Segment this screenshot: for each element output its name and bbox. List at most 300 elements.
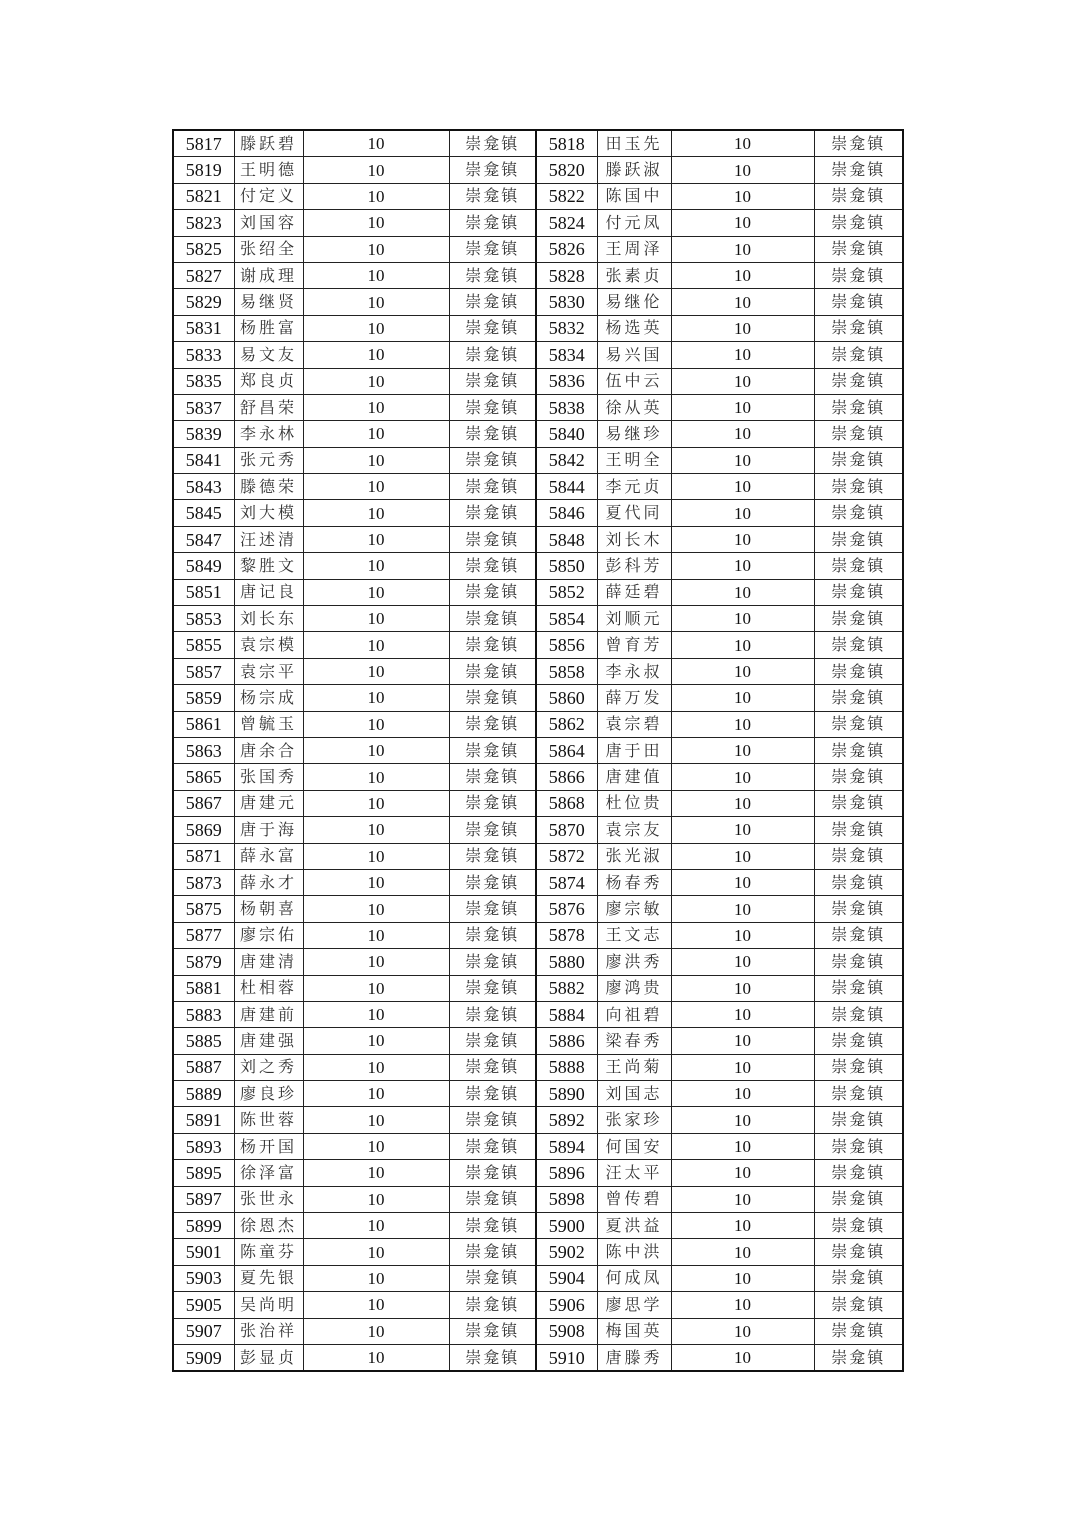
person-name-left: 易继贤 <box>234 289 303 315</box>
person-name-left: 易文友 <box>234 342 303 368</box>
town-name-left: 崇龛镇 <box>449 922 536 948</box>
record-number-left: 5831 <box>173 315 234 341</box>
amount-left: 10 <box>303 183 449 209</box>
table-row <box>173 447 903 473</box>
person-name-right: 何国安 <box>597 1133 671 1159</box>
town-name-right: 崇龛镇 <box>814 1054 903 1080</box>
town-name-left: 崇龛镇 <box>449 315 536 341</box>
town-name-left: 崇龛镇 <box>449 262 536 288</box>
person-name-left: 刘之秀 <box>234 1054 303 1080</box>
record-number-right: 5842 <box>536 447 597 473</box>
amount-left: 10 <box>303 1001 449 1027</box>
record-number-left: 5821 <box>173 183 234 209</box>
person-name-right: 刘长木 <box>597 526 671 552</box>
amount-left: 10 <box>303 210 449 236</box>
amount-left: 10 <box>303 658 449 684</box>
record-number-left: 5817 <box>173 130 234 157</box>
table-row <box>173 1213 903 1239</box>
person-name-left: 唐于海 <box>234 817 303 843</box>
record-number-left: 5845 <box>173 500 234 526</box>
record-number-right: 5872 <box>536 843 597 869</box>
table-row <box>173 896 903 922</box>
person-name-right: 李元贞 <box>597 474 671 500</box>
amount-left: 10 <box>303 711 449 737</box>
town-name-right: 崇龛镇 <box>814 474 903 500</box>
table-row <box>173 1054 903 1080</box>
town-name-left: 崇龛镇 <box>449 869 536 895</box>
amount-right: 10 <box>671 1344 814 1371</box>
record-number-left: 5903 <box>173 1265 234 1291</box>
town-name-left: 崇龛镇 <box>449 711 536 737</box>
amount-right: 10 <box>671 843 814 869</box>
town-name-left: 崇龛镇 <box>449 1265 536 1291</box>
amount-right: 10 <box>671 658 814 684</box>
person-name-left: 吴尚明 <box>234 1292 303 1318</box>
town-name-left: 崇龛镇 <box>449 421 536 447</box>
table-row <box>173 157 903 183</box>
table-row <box>173 1001 903 1027</box>
amount-left: 10 <box>303 764 449 790</box>
record-number-left: 5859 <box>173 685 234 711</box>
table-row <box>173 1107 903 1133</box>
town-name-right: 崇龛镇 <box>814 869 903 895</box>
record-number-left: 5841 <box>173 447 234 473</box>
town-name-left: 崇龛镇 <box>449 764 536 790</box>
record-number-left: 5839 <box>173 421 234 447</box>
town-name-right: 崇龛镇 <box>814 1028 903 1054</box>
record-number-right: 5848 <box>536 526 597 552</box>
town-name-right: 崇龛镇 <box>814 1107 903 1133</box>
town-name-left: 崇龛镇 <box>449 975 536 1001</box>
table-row <box>173 262 903 288</box>
record-number-left: 5883 <box>173 1001 234 1027</box>
town-name-left: 崇龛镇 <box>449 606 536 632</box>
amount-left: 10 <box>303 342 449 368</box>
town-name-right: 崇龛镇 <box>814 896 903 922</box>
record-number-left: 5879 <box>173 949 234 975</box>
town-name-right: 崇龛镇 <box>814 447 903 473</box>
amount-right: 10 <box>671 764 814 790</box>
town-name-right: 崇龛镇 <box>814 500 903 526</box>
town-name-right: 崇龛镇 <box>814 1001 903 1027</box>
amount-left: 10 <box>303 1107 449 1133</box>
amount-left: 10 <box>303 236 449 262</box>
table-row <box>173 183 903 209</box>
town-name-left: 崇龛镇 <box>449 737 536 763</box>
amount-left: 10 <box>303 1213 449 1239</box>
town-name-left: 崇龛镇 <box>449 949 536 975</box>
town-name-left: 崇龛镇 <box>449 553 536 579</box>
town-name-right: 崇龛镇 <box>814 711 903 737</box>
town-name-left: 崇龛镇 <box>449 500 536 526</box>
town-name-right: 崇龛镇 <box>814 843 903 869</box>
record-number-right: 5834 <box>536 342 597 368</box>
town-name-left: 崇龛镇 <box>449 526 536 552</box>
table-row <box>173 368 903 394</box>
person-name-right: 张素贞 <box>597 262 671 288</box>
record-number-left: 5819 <box>173 157 234 183</box>
record-number-right: 5840 <box>536 421 597 447</box>
amount-right: 10 <box>671 183 814 209</box>
record-number-right: 5826 <box>536 236 597 262</box>
table-row <box>173 949 903 975</box>
record-number-left: 5899 <box>173 1213 234 1239</box>
record-number-right: 5906 <box>536 1292 597 1318</box>
person-name-left: 曾毓玉 <box>234 711 303 737</box>
town-name-left: 崇龛镇 <box>449 1344 536 1371</box>
amount-right: 10 <box>671 342 814 368</box>
town-name-right: 崇龛镇 <box>814 315 903 341</box>
table-row <box>173 210 903 236</box>
record-number-right: 5874 <box>536 869 597 895</box>
record-number-right: 5820 <box>536 157 597 183</box>
town-name-left: 崇龛镇 <box>449 447 536 473</box>
town-name-right: 崇龛镇 <box>814 764 903 790</box>
amount-right: 10 <box>671 1318 814 1344</box>
record-number-left: 5901 <box>173 1239 234 1265</box>
amount-right: 10 <box>671 737 814 763</box>
person-name-right: 伍中云 <box>597 368 671 394</box>
person-name-right: 唐建值 <box>597 764 671 790</box>
town-name-right: 崇龛镇 <box>814 790 903 816</box>
record-number-left: 5865 <box>173 764 234 790</box>
town-name-left: 崇龛镇 <box>449 183 536 209</box>
person-name-left: 唐记良 <box>234 579 303 605</box>
record-number-right: 5830 <box>536 289 597 315</box>
town-name-right: 崇龛镇 <box>814 262 903 288</box>
person-name-right: 陈中洪 <box>597 1239 671 1265</box>
table-row <box>173 130 903 157</box>
amount-right: 10 <box>671 368 814 394</box>
town-name-left: 崇龛镇 <box>449 1107 536 1133</box>
record-number-right: 5908 <box>536 1318 597 1344</box>
amount-left: 10 <box>303 632 449 658</box>
person-name-left: 廖良珍 <box>234 1081 303 1107</box>
town-name-left: 崇龛镇 <box>449 632 536 658</box>
record-number-left: 5835 <box>173 368 234 394</box>
town-name-right: 崇龛镇 <box>814 1292 903 1318</box>
person-name-left: 彭显贞 <box>234 1344 303 1371</box>
town-name-right: 崇龛镇 <box>814 553 903 579</box>
record-number-right: 5880 <box>536 949 597 975</box>
person-name-right: 廖宗敏 <box>597 896 671 922</box>
town-name-right: 崇龛镇 <box>814 526 903 552</box>
amount-right: 10 <box>671 1107 814 1133</box>
amount-right: 10 <box>671 1239 814 1265</box>
town-name-left: 崇龛镇 <box>449 1186 536 1212</box>
amount-right: 10 <box>671 685 814 711</box>
town-name-right: 崇龛镇 <box>814 658 903 684</box>
person-name-right: 田玉先 <box>597 130 671 157</box>
town-name-left: 崇龛镇 <box>449 130 536 157</box>
person-name-right: 张光淑 <box>597 843 671 869</box>
amount-right: 10 <box>671 817 814 843</box>
person-name-right: 梁春秀 <box>597 1028 671 1054</box>
record-number-right: 5878 <box>536 922 597 948</box>
person-name-left: 李永林 <box>234 421 303 447</box>
person-name-left: 袁宗模 <box>234 632 303 658</box>
town-name-right: 崇龛镇 <box>814 421 903 447</box>
record-number-left: 5855 <box>173 632 234 658</box>
town-name-right: 崇龛镇 <box>814 1239 903 1265</box>
amount-left: 10 <box>303 685 449 711</box>
record-number-right: 5858 <box>536 658 597 684</box>
amount-left: 10 <box>303 315 449 341</box>
record-number-right: 5864 <box>536 737 597 763</box>
record-number-right: 5832 <box>536 315 597 341</box>
person-name-right: 唐于田 <box>597 737 671 763</box>
town-name-right: 崇龛镇 <box>814 1344 903 1371</box>
person-name-left: 张治祥 <box>234 1318 303 1344</box>
person-name-left: 徐泽富 <box>234 1160 303 1186</box>
table-row <box>173 1344 903 1371</box>
record-number-left: 5869 <box>173 817 234 843</box>
town-name-right: 崇龛镇 <box>814 1186 903 1212</box>
person-name-right: 向祖碧 <box>597 1001 671 1027</box>
record-number-left: 5881 <box>173 975 234 1001</box>
amount-left: 10 <box>303 1186 449 1212</box>
amount-right: 10 <box>671 1081 814 1107</box>
amount-left: 10 <box>303 368 449 394</box>
record-number-left: 5885 <box>173 1028 234 1054</box>
person-name-left: 夏先银 <box>234 1265 303 1291</box>
amount-left: 10 <box>303 1239 449 1265</box>
table-row <box>173 606 903 632</box>
record-number-left: 5887 <box>173 1054 234 1080</box>
town-name-right: 崇龛镇 <box>814 368 903 394</box>
person-name-left: 唐建强 <box>234 1028 303 1054</box>
person-name-left: 唐建前 <box>234 1001 303 1027</box>
table-row <box>173 737 903 763</box>
record-number-right: 5866 <box>536 764 597 790</box>
record-number-left: 5895 <box>173 1160 234 1186</box>
person-name-left: 杨宗成 <box>234 685 303 711</box>
town-name-left: 崇龛镇 <box>449 817 536 843</box>
record-number-right: 5844 <box>536 474 597 500</box>
table-row <box>173 764 903 790</box>
table-row <box>173 236 903 262</box>
record-number-left: 5849 <box>173 553 234 579</box>
record-number-right: 5900 <box>536 1213 597 1239</box>
table-row <box>173 526 903 552</box>
town-name-right: 崇龛镇 <box>814 685 903 711</box>
town-name-right: 崇龛镇 <box>814 922 903 948</box>
amount-right: 10 <box>671 526 814 552</box>
town-name-left: 崇龛镇 <box>449 1081 536 1107</box>
person-name-left: 舒昌荣 <box>234 394 303 420</box>
amount-left: 10 <box>303 606 449 632</box>
record-number-left: 5825 <box>173 236 234 262</box>
amount-right: 10 <box>671 1001 814 1027</box>
amount-right: 10 <box>671 1265 814 1291</box>
amount-left: 10 <box>303 896 449 922</box>
person-name-left: 杨胜富 <box>234 315 303 341</box>
person-name-right: 唐滕秀 <box>597 1344 671 1371</box>
person-name-right: 彭科芳 <box>597 553 671 579</box>
record-number-left: 5827 <box>173 262 234 288</box>
amount-left: 10 <box>303 579 449 605</box>
person-name-right: 李永叔 <box>597 658 671 684</box>
table-row <box>173 843 903 869</box>
record-number-right: 5892 <box>536 1107 597 1133</box>
town-name-right: 崇龛镇 <box>814 183 903 209</box>
table-row <box>173 1265 903 1291</box>
table-row <box>173 315 903 341</box>
town-name-left: 崇龛镇 <box>449 579 536 605</box>
table-row <box>173 289 903 315</box>
town-name-left: 崇龛镇 <box>449 843 536 869</box>
amount-right: 10 <box>671 949 814 975</box>
person-name-left: 汪述清 <box>234 526 303 552</box>
record-number-right: 5902 <box>536 1239 597 1265</box>
record-number-left: 5853 <box>173 606 234 632</box>
person-name-left: 刘国容 <box>234 210 303 236</box>
town-name-right: 崇龛镇 <box>814 579 903 605</box>
town-name-right: 崇龛镇 <box>814 632 903 658</box>
record-number-right: 5822 <box>536 183 597 209</box>
record-number-left: 5829 <box>173 289 234 315</box>
person-name-right: 刘顺元 <box>597 606 671 632</box>
amount-left: 10 <box>303 737 449 763</box>
table-row <box>173 975 903 1001</box>
record-number-right: 5870 <box>536 817 597 843</box>
person-name-left: 黎胜文 <box>234 553 303 579</box>
person-name-left: 唐建元 <box>234 790 303 816</box>
person-name-left: 唐建清 <box>234 949 303 975</box>
person-name-left: 袁宗平 <box>234 658 303 684</box>
amount-right: 10 <box>671 474 814 500</box>
person-name-right: 梅国英 <box>597 1318 671 1344</box>
town-name-right: 崇龛镇 <box>814 1213 903 1239</box>
person-name-right: 袁宗碧 <box>597 711 671 737</box>
town-name-right: 崇龛镇 <box>814 1160 903 1186</box>
amount-right: 10 <box>671 210 814 236</box>
town-name-left: 崇龛镇 <box>449 896 536 922</box>
person-name-right: 薛廷碧 <box>597 579 671 605</box>
town-name-right: 崇龛镇 <box>814 289 903 315</box>
table-row <box>173 394 903 420</box>
amount-left: 10 <box>303 262 449 288</box>
town-name-right: 崇龛镇 <box>814 157 903 183</box>
person-name-right: 陈国中 <box>597 183 671 209</box>
person-name-right: 王周泽 <box>597 236 671 262</box>
person-name-right: 易继珍 <box>597 421 671 447</box>
town-name-right: 崇龛镇 <box>814 236 903 262</box>
amount-left: 10 <box>303 447 449 473</box>
record-number-right: 5884 <box>536 1001 597 1027</box>
amount-left: 10 <box>303 1344 449 1371</box>
person-name-right: 王文志 <box>597 922 671 948</box>
amount-right: 10 <box>671 632 814 658</box>
record-number-right: 5896 <box>536 1160 597 1186</box>
amount-left: 10 <box>303 790 449 816</box>
amount-left: 10 <box>303 157 449 183</box>
amount-right: 10 <box>671 236 814 262</box>
record-number-right: 5890 <box>536 1081 597 1107</box>
amount-left: 10 <box>303 526 449 552</box>
town-name-left: 崇龛镇 <box>449 289 536 315</box>
amount-left: 10 <box>303 949 449 975</box>
record-number-right: 5856 <box>536 632 597 658</box>
record-number-right: 5850 <box>536 553 597 579</box>
person-name-left: 张国秀 <box>234 764 303 790</box>
person-name-right: 王尚菊 <box>597 1054 671 1080</box>
person-name-left: 杨朝喜 <box>234 896 303 922</box>
amount-right: 10 <box>671 711 814 737</box>
amount-right: 10 <box>671 1186 814 1212</box>
record-number-right: 5898 <box>536 1186 597 1212</box>
person-name-right: 汪太平 <box>597 1160 671 1186</box>
table-row <box>173 500 903 526</box>
amount-right: 10 <box>671 130 814 157</box>
amount-left: 10 <box>303 1265 449 1291</box>
person-name-left: 廖宗佑 <box>234 922 303 948</box>
amount-right: 10 <box>671 157 814 183</box>
amount-left: 10 <box>303 975 449 1001</box>
amount-right: 10 <box>671 922 814 948</box>
person-name-left: 滕跃碧 <box>234 130 303 157</box>
record-number-left: 5867 <box>173 790 234 816</box>
table-row <box>173 685 903 711</box>
record-number-left: 5891 <box>173 1107 234 1133</box>
person-name-right: 廖鸿贵 <box>597 975 671 1001</box>
amount-left: 10 <box>303 1292 449 1318</box>
person-name-right: 张家珍 <box>597 1107 671 1133</box>
record-number-left: 5861 <box>173 711 234 737</box>
table-row <box>173 1239 903 1265</box>
record-number-right: 5886 <box>536 1028 597 1054</box>
person-name-right: 廖思学 <box>597 1292 671 1318</box>
town-name-right: 崇龛镇 <box>814 975 903 1001</box>
amount-right: 10 <box>671 869 814 895</box>
table-row <box>173 1186 903 1212</box>
town-name-left: 崇龛镇 <box>449 1133 536 1159</box>
record-number-left: 5863 <box>173 737 234 763</box>
table-row <box>173 553 903 579</box>
amount-right: 10 <box>671 1160 814 1186</box>
amount-right: 10 <box>671 975 814 1001</box>
record-number-left: 5833 <box>173 342 234 368</box>
person-name-left: 陈童芬 <box>234 1239 303 1265</box>
town-name-left: 崇龛镇 <box>449 1028 536 1054</box>
amount-left: 10 <box>303 474 449 500</box>
table-row <box>173 1292 903 1318</box>
amount-left: 10 <box>303 1133 449 1159</box>
person-name-right: 王明全 <box>597 447 671 473</box>
table-row <box>173 474 903 500</box>
amount-right: 10 <box>671 1028 814 1054</box>
town-name-left: 崇龛镇 <box>449 474 536 500</box>
person-name-right: 杜位贵 <box>597 790 671 816</box>
record-number-left: 5889 <box>173 1081 234 1107</box>
record-number-right: 5852 <box>536 579 597 605</box>
record-number-left: 5897 <box>173 1186 234 1212</box>
amount-right: 10 <box>671 896 814 922</box>
person-name-left: 张绍全 <box>234 236 303 262</box>
town-name-right: 崇龛镇 <box>814 210 903 236</box>
person-name-left: 唐余合 <box>234 737 303 763</box>
town-name-right: 崇龛镇 <box>814 342 903 368</box>
town-name-right: 崇龛镇 <box>814 1133 903 1159</box>
record-number-right: 5888 <box>536 1054 597 1080</box>
person-name-left: 王明德 <box>234 157 303 183</box>
town-name-right: 崇龛镇 <box>814 394 903 420</box>
roster-table <box>172 129 904 1372</box>
table-row <box>173 632 903 658</box>
table-row <box>173 869 903 895</box>
town-name-right: 崇龛镇 <box>814 1265 903 1291</box>
record-number-left: 5909 <box>173 1344 234 1371</box>
